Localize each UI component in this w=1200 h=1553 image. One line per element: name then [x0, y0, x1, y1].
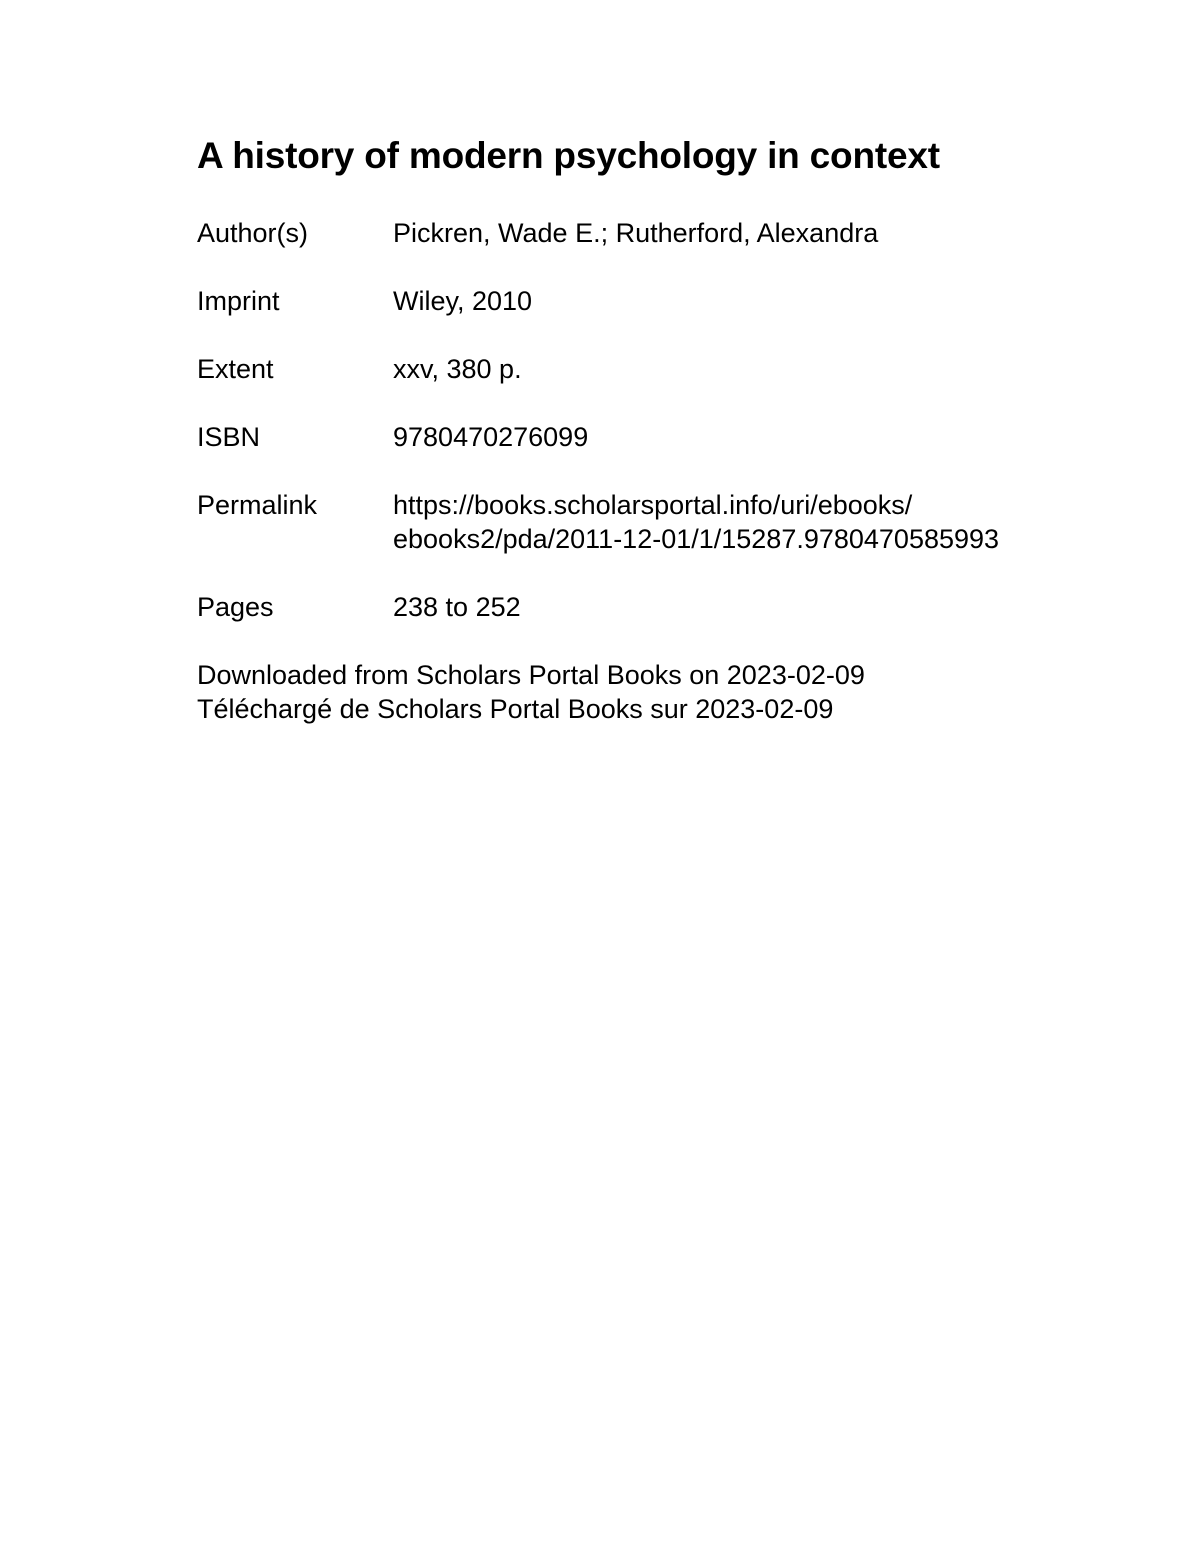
extent-label: Extent — [197, 354, 274, 384]
imprint-label: Imprint — [197, 286, 280, 316]
download-notice — [197, 658, 865, 726]
download-notice-fr: Téléchargé de Scholars Portal Books sur 2023-02-09 — [197, 694, 834, 724]
permalink-line-2[interactable]: ebooks2/pda/2011-12-01/1/15287.9780470585993 — [393, 524, 1000, 554]
isbn-label: ISBN — [197, 422, 261, 452]
pages-label: Pages — [197, 592, 274, 622]
imprint-value: Wiley, 2010 — [393, 286, 533, 316]
permalink-value[interactable] — [393, 488, 999, 556]
permalink-line-1[interactable]: https://books.scholarsportal.info/uri/ebooks/ — [393, 490, 913, 520]
authors-value: Pickren, Wade E.; Rutherford, Alexandra — [393, 218, 879, 248]
download-notice-en: Downloaded from Scholars Portal Books on 2023-02-09 — [197, 660, 865, 690]
isbn-value: 9780470276099 — [393, 422, 589, 452]
permalink-label: Permalink — [197, 490, 318, 520]
authors-label: Author(s) — [197, 218, 309, 248]
extent-value: xxv, 380 p. — [393, 354, 522, 384]
document-title: A history of modern psychology in context — [197, 135, 940, 176]
pages-value: 238 to 252 — [393, 592, 521, 622]
